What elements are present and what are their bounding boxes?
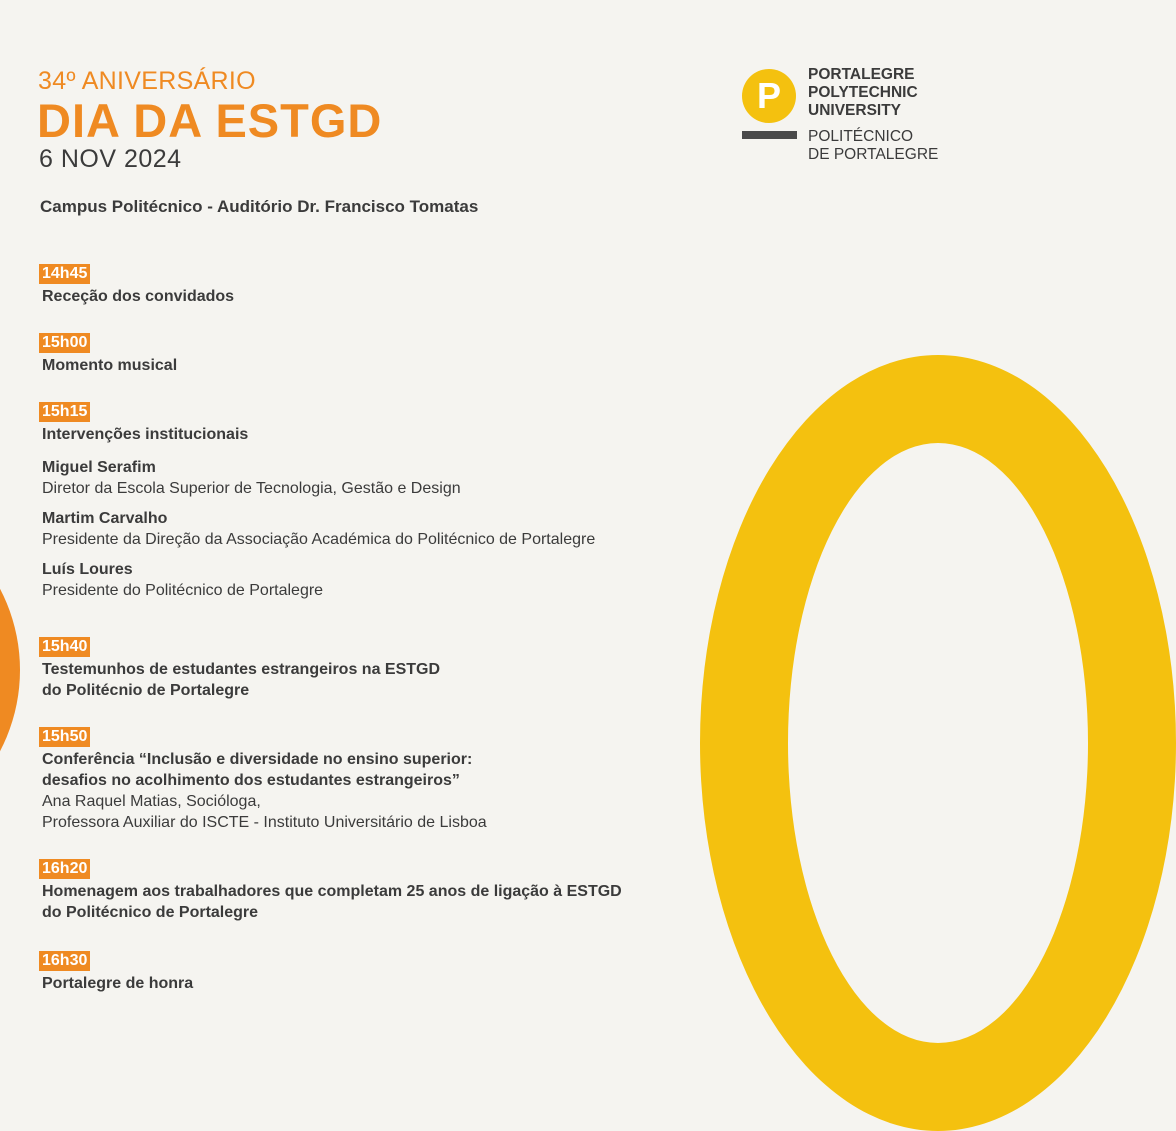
speaker-name: Miguel Serafim xyxy=(42,459,156,476)
time-badge: 15h00 xyxy=(39,333,90,353)
logo-line-5: DE PORTALEGRE xyxy=(808,146,939,163)
program-item xyxy=(40,332,680,376)
item-title-line: Conferência “Inclusão e diversidade no ensino superior: xyxy=(42,751,473,768)
item-title-line: desafios no acolhimento dos estudantes estrangeiros” xyxy=(42,772,460,789)
program-item xyxy=(40,858,680,923)
item-title-line: Homenagem aos trabalhadores que completam 25 anos de ligação à ESTGD xyxy=(42,883,622,900)
program-item xyxy=(40,401,680,601)
anniversary-subtitle: 34º ANIVERSÁRIO xyxy=(38,67,256,95)
item-title: Receção dos convidados xyxy=(42,288,235,305)
decorative-orange-circle xyxy=(0,495,20,845)
speaker-role: Diretor da Escola Superior de Tecnologia, Gestão e Design xyxy=(42,480,461,497)
program-item xyxy=(40,726,680,833)
logo-line-3: UNIVERSITY xyxy=(808,102,902,119)
logo-line-4: POLITÉCNICO xyxy=(808,128,914,145)
page-title: DIA DA ESTGD xyxy=(37,94,383,147)
logo-line-1: PORTALEGRE xyxy=(808,66,915,83)
item-title-line: Testemunhos de estudantes estrangeiros na ESTGD xyxy=(42,661,441,678)
logo-letter: P xyxy=(756,75,781,116)
item-detail-line: Ana Raquel Matias, Socióloga, xyxy=(42,793,261,810)
time-badge: 14h45 xyxy=(39,264,90,284)
item-title-line: do Politécnico de Portalegre xyxy=(42,904,259,921)
speaker-role: Presidente do Politécnico de Portalegre xyxy=(42,582,324,599)
event-date: 6 NOV 2024 xyxy=(39,145,182,173)
time-badge: 16h30 xyxy=(39,951,90,971)
speaker-role: Presidente da Direção da Associação Académica do Politécnico de Portalegre xyxy=(42,531,596,548)
logo-bar xyxy=(742,131,797,139)
logo-line-2: POLYTECHNIC xyxy=(808,84,918,101)
program-item xyxy=(40,950,680,994)
program-item xyxy=(40,636,680,701)
speaker-name: Luís Loures xyxy=(42,561,133,578)
speaker-name: Martim Carvalho xyxy=(42,510,168,527)
item-title: Intervenções institucionais xyxy=(42,426,249,443)
item-title: Momento musical xyxy=(42,357,178,374)
time-badge: 15h40 xyxy=(39,637,90,657)
time-badge: 15h15 xyxy=(39,402,90,422)
item-detail-line: Professora Auxiliar do ISCTE - Instituto Universitário de Lisboa xyxy=(42,814,487,831)
time-badge: 15h50 xyxy=(39,727,90,747)
item-title: Portalegre de honra xyxy=(42,975,194,992)
program-item xyxy=(40,263,680,307)
portalegre-logo xyxy=(742,66,939,166)
event-venue: Campus Politécnico - Auditório Dr. Francisco Tomatas xyxy=(40,197,479,216)
time-badge: 16h20 xyxy=(39,859,90,879)
item-title-line: do Politécnio de Portalegre xyxy=(42,682,250,699)
decorative-yellow-ring xyxy=(700,355,1176,1131)
